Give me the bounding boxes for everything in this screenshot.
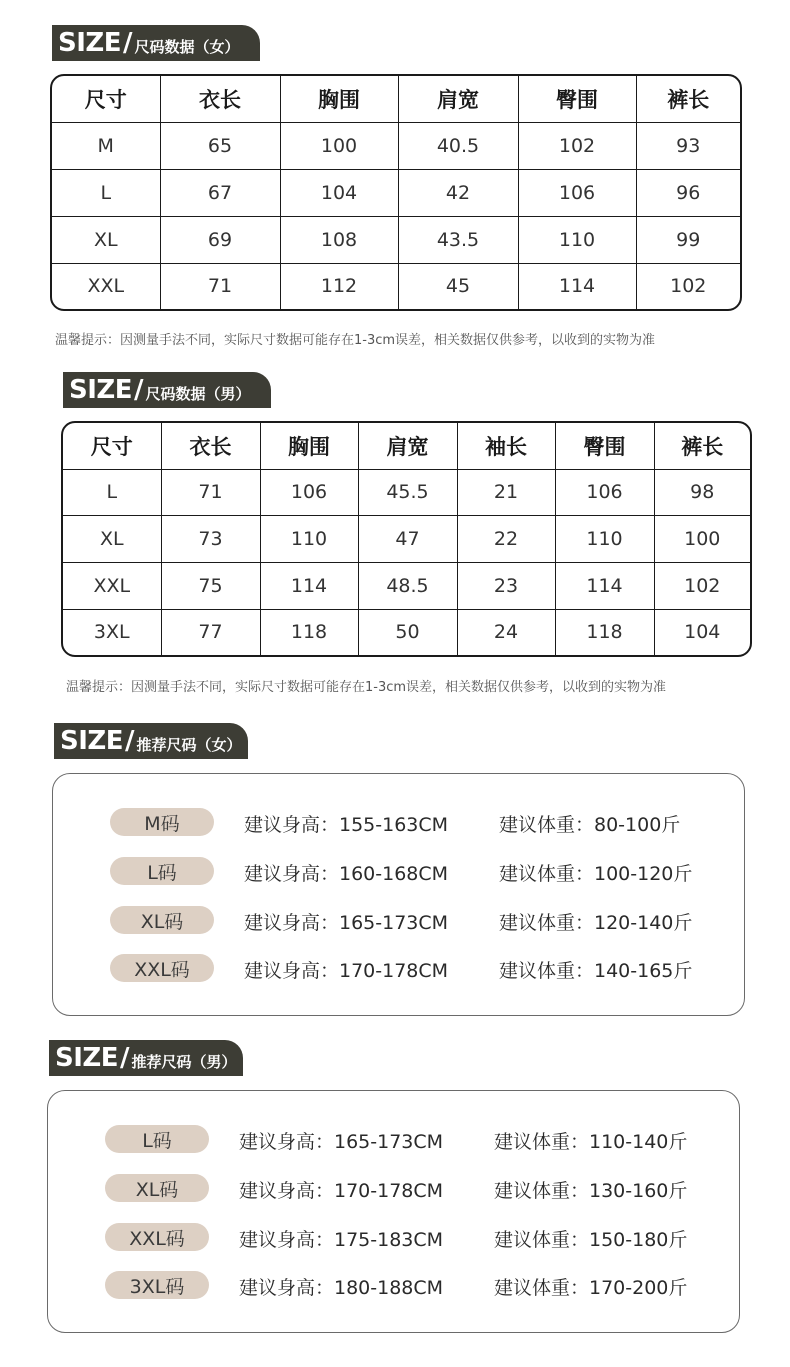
table-cell: L [63, 469, 161, 516]
table-cell: 22 [457, 516, 555, 563]
table-cell: 106 [555, 469, 654, 516]
suggested-weight: 建议体重：120-140斤 [499, 912, 693, 934]
table-header-row [52, 76, 740, 122]
table-cell: XXL [52, 263, 160, 309]
column-header: 衣长 [160, 76, 280, 122]
table-cell: L [52, 169, 160, 216]
table-cell: 77 [161, 609, 260, 655]
column-header: 臀围 [555, 423, 654, 469]
size-pill: M码 [110, 808, 214, 836]
table-cell: 104 [684, 621, 721, 644]
table-cell: 100 [654, 516, 750, 563]
table-cell: 93 [636, 122, 740, 169]
table-row [52, 263, 740, 309]
header-slash: / [123, 28, 133, 58]
size-pill: XL码 [110, 906, 214, 934]
recommend-row [48, 1174, 739, 1204]
recommend-row [48, 1271, 739, 1301]
table-cell: 23 [457, 563, 555, 610]
table-cell: 42 [398, 169, 518, 216]
table-row [52, 169, 740, 216]
table-cell: 110 [518, 216, 636, 263]
table-cell: 102 [670, 275, 707, 298]
table-cell: 114 [518, 263, 636, 309]
table-cell: 45.5 [358, 469, 457, 516]
table-cell: 104 [280, 169, 398, 216]
header-subtitle: 推荐尺码（女） [136, 735, 242, 754]
size-pill: L码 [105, 1125, 209, 1153]
column-header: 胸围 [280, 76, 398, 122]
table-cell: 71 [160, 263, 280, 309]
table-cell: XL [63, 516, 161, 563]
column-header: 裤长 [654, 423, 750, 469]
table-cell: 118 [260, 609, 358, 655]
table-cell: 40.5 [398, 122, 518, 169]
table-cell: M [52, 122, 160, 169]
recommend-row [48, 1125, 739, 1155]
suggested-weight: 建议体重：110-140斤 [494, 1131, 688, 1153]
table-cell: 114 [555, 563, 654, 610]
table-cell: 43.5 [398, 216, 518, 263]
suggested-height: 建议身高：165-173CM [244, 912, 449, 934]
size-pill: 3XL码 [105, 1271, 209, 1299]
table-cell: 98 [654, 469, 750, 516]
suggested-height: 建议身高：170-178CM [244, 960, 449, 982]
table-cell: 100 [280, 122, 398, 169]
header-slash: / [125, 726, 135, 756]
suggested-height: 建议身高：155-163CM [244, 814, 449, 836]
table-cell: 106 [260, 469, 358, 516]
table-cell: 65 [160, 122, 280, 169]
suggested-height: 建议身高：175-183CM [239, 1229, 444, 1251]
men-recommend-header [49, 1040, 243, 1076]
women-recommend-card [52, 773, 745, 1016]
header-size-text: SIZE [55, 1043, 119, 1073]
recommend-row [53, 906, 744, 936]
header-size-text: SIZE [60, 726, 124, 756]
men-measurement-note: 温馨提示：因测量手法不同，实际尺寸数据可能存在1-3cm误差，相关数据仅供参考，以收到的实物为准 [66, 680, 667, 695]
column-header: 袖长 [457, 423, 555, 469]
table-row [63, 563, 750, 610]
header-slash: / [120, 1043, 130, 1073]
table-cell: 24 [457, 609, 555, 655]
size-pill: XXL码 [105, 1223, 209, 1251]
women-measurement-note: 温馨提示：因测量手法不同，实际尺寸数据可能存在1-3cm误差，相关数据仅供参考，以收到的实物为准 [55, 333, 656, 348]
recommend-row [53, 857, 744, 887]
table-cell: 67 [160, 169, 280, 216]
suggested-weight: 建议体重：170-200斤 [494, 1277, 688, 1299]
suggested-height: 建议身高：165-173CM [239, 1131, 444, 1153]
size-pill: XL码 [105, 1174, 209, 1202]
table-row [63, 516, 750, 563]
table-cell: 3XL [63, 609, 161, 655]
table-cell: 73 [161, 516, 260, 563]
column-header: 肩宽 [398, 76, 518, 122]
recommend-row [48, 1223, 739, 1253]
table-cell: 102 [518, 122, 636, 169]
table-cell: XL [52, 216, 160, 263]
suggested-height: 建议身高：160-168CM [244, 863, 449, 885]
table-cell: 112 [280, 263, 398, 309]
suggested-height: 建议身高：180-188CM [239, 1277, 444, 1299]
recommend-row [53, 808, 744, 838]
column-header: 肩宽 [358, 423, 457, 469]
table-cell: 106 [518, 169, 636, 216]
column-header: 裤长 [636, 76, 740, 122]
table-row [63, 469, 750, 516]
table-row [52, 122, 740, 169]
header-subtitle: 尺码数据（男） [145, 384, 251, 403]
table-cell: 47 [358, 516, 457, 563]
suggested-weight: 建议体重：150-180斤 [494, 1229, 688, 1251]
table-row [63, 609, 750, 655]
table-cell: 110 [260, 516, 358, 563]
table-cell: 50 [358, 609, 457, 655]
table-cell: 45 [398, 263, 518, 309]
column-header: 尺寸 [63, 423, 161, 469]
men-size-data-header [63, 372, 271, 408]
suggested-weight: 建议体重：130-160斤 [494, 1180, 688, 1202]
column-header: 胸围 [260, 423, 358, 469]
table-row [52, 216, 740, 263]
women-recommend-header [54, 723, 248, 759]
header-slash: / [134, 375, 144, 405]
size-pill: XXL码 [110, 954, 214, 982]
table-header-row [63, 423, 750, 469]
table-cell: 21 [457, 469, 555, 516]
header-size-text: SIZE [69, 375, 133, 405]
table-cell: 69 [160, 216, 280, 263]
column-header: 衣长 [161, 423, 260, 469]
header-subtitle: 推荐尺码（男） [131, 1052, 237, 1071]
column-header: 臀围 [518, 76, 636, 122]
header-subtitle: 尺码数据（女） [134, 37, 240, 56]
header-size-text: SIZE [58, 28, 122, 58]
table-cell: 99 [636, 216, 740, 263]
table-cell: 71 [161, 469, 260, 516]
table-cell: 108 [280, 216, 398, 263]
table-cell: 114 [260, 563, 358, 610]
table-cell: 102 [654, 563, 750, 610]
women-size-table [50, 74, 742, 311]
table-cell: 110 [555, 516, 654, 563]
table-cell: 75 [161, 563, 260, 610]
women-size-data-header [52, 25, 260, 61]
table-cell: 48.5 [358, 563, 457, 610]
column-header: 尺寸 [52, 76, 160, 122]
men-recommend-card [47, 1090, 740, 1333]
recommend-row [53, 954, 744, 984]
suggested-height: 建议身高：170-178CM [239, 1180, 444, 1202]
suggested-weight: 建议体重：140-165斤 [499, 960, 693, 982]
table-cell: XXL [63, 563, 161, 610]
table-cell: 118 [555, 609, 654, 655]
suggested-weight: 建议体重：100-120斤 [499, 863, 693, 885]
men-size-table [61, 421, 752, 657]
size-pill: L码 [110, 857, 214, 885]
table-cell: 96 [636, 169, 740, 216]
suggested-weight: 建议体重：80-100斤 [499, 814, 681, 836]
